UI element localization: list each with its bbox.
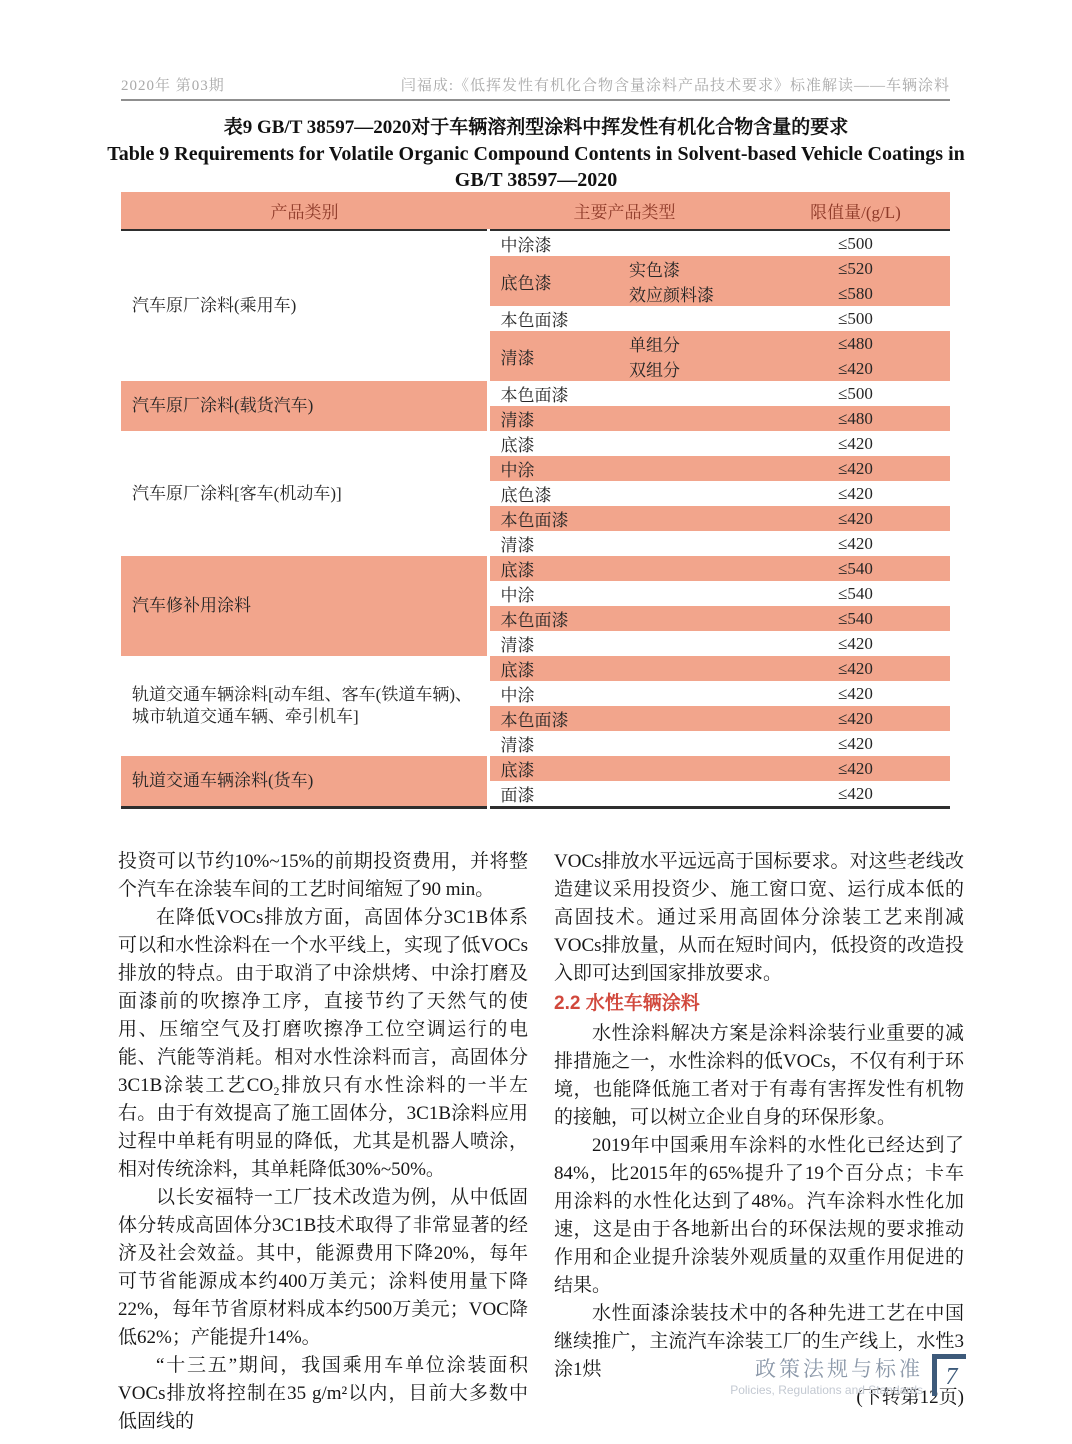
limit-cell: ≤420: [838, 633, 873, 653]
type-cell: 中涂: [500, 686, 535, 705]
type-cell: 中涂: [500, 586, 535, 605]
body-text: [118, 848, 964, 1436]
type-cell: 中涂漆: [500, 236, 552, 255]
limit-cell: ≤540: [838, 583, 873, 603]
table-row: [121, 431, 950, 456]
limit-cell: ≤420: [838, 733, 873, 753]
continuation-note: (下转第12页): [856, 1387, 964, 1408]
paragraph: VOCs排放水平远远高于国标要求。对这些老线改造建议采用投资少、施工窗口宽、运行成本低的高固技术。通过采用高固体分涂装工艺来削减VOCs排放量，从而在短时间内，低投资的改造投入即可达到国家排放要求。: [554, 851, 964, 984]
type-cell: 底漆: [500, 436, 535, 455]
table-title-en-line1: Table 9 Requirements for Volatile Organic Compound Contents in Solvent-based Vehicle Coatings in: [107, 143, 965, 165]
limit-cell: ≤420: [761, 706, 950, 731]
type-cell: 清漆: [488, 331, 618, 381]
limit-cell: ≤420: [761, 356, 950, 381]
limit-cell: ≤420: [761, 456, 950, 481]
limit-cell: ≤480: [761, 331, 950, 356]
limit-cell: ≤420: [838, 433, 873, 453]
type-cell: 单组分: [618, 331, 761, 356]
category-cell: 汽车原厂涂料(乘用车): [121, 230, 488, 381]
type-cell: 清漆: [500, 736, 535, 755]
table-title-en-line2: GB/T 38597—2020: [454, 169, 618, 191]
col-header-category: 产品类别: [121, 192, 488, 230]
limit-cell: ≤580: [761, 281, 950, 306]
limit-cell: ≤420: [761, 756, 950, 781]
type-cell: 本色面漆: [500, 311, 569, 330]
type-cell: 底色漆: [500, 486, 552, 505]
category-cell: 轨道交通车辆涂料[动车组、客车(铁道车辆)、城市轨道交通车辆、牵引机车]: [121, 656, 488, 756]
paragraph: 水性涂料解决方案是涂料涂装行业重要的减排措施之一，水性涂料的低VOCs，不仅有利于环境，也能降低施工者对于有毒有害挥发性有机物的接触，可以树立企业自身的环保形象。: [554, 1023, 964, 1128]
table-title-zh: 表9 GB/T 38597—2020对于车辆溶剂型涂料中挥发性有机化合物含量的要求: [223, 117, 849, 138]
type-cell: 清漆: [500, 536, 535, 555]
limit-cell: ≤420: [761, 506, 950, 531]
paragraph: 投资可以节约10%~15%的前期投资费用，并将整个汽车在涂装车间的工艺时间缩短了90 min。: [118, 851, 528, 900]
limit-cell: ≤420: [761, 656, 950, 681]
type-cell: 清漆: [488, 406, 761, 431]
right-column: [554, 848, 964, 1436]
type-cell: 清漆: [500, 636, 535, 655]
limit-cell: ≤500: [838, 233, 873, 253]
type-cell: 底漆: [488, 556, 761, 581]
limit-cell: ≤540: [761, 606, 950, 631]
table-caption: [0, 114, 1072, 193]
table-row: [121, 230, 950, 256]
running-title: 闫福成:《低挥发性有机化合物含量涂料产品技术要求》标准解读——车辆涂料: [400, 78, 950, 94]
paragraph: 以长安福特一工厂技术改造为例，从中低固体分转成高固体分3C1B技术取得了非常显著的经济及社会效益。其中，能源费用下降20%，每年可节省能源成本约400万美元；涂料使用量下降22%，每年节省原材料成本约500万美元；VOC降低62%；产能提升14%。: [118, 1187, 528, 1348]
issue-label: 2020年 第03期: [121, 78, 225, 94]
col-header-type: 主要产品类型: [488, 192, 761, 230]
table-header-row: [121, 192, 950, 230]
footer-section: [730, 1354, 923, 1398]
type-cell: 底漆: [488, 756, 761, 781]
category-cell: 汽车修补用涂料: [121, 556, 488, 656]
paragraph: 2019年中国乘用车涂料的水性化已经达到了84%，比2015年的65%提升了19个百分点；卡车用涂料的水性化达到了48%。汽车涂料水性化加速，这是由于各地新出台的环保法规的要求推动作用和企业提升涂装外观质量的双重作用促进的结果。: [554, 1135, 964, 1296]
limit-cell: ≤480: [761, 406, 950, 431]
category-cell: 汽车原厂涂料(载货汽车): [121, 381, 488, 431]
paragraph: “十三五”期间，我国乘用车单位涂装面积VOCs排放将控制在35 g/m²以内，目前大多数中低固线的: [118, 1355, 528, 1432]
limit-cell: ≤540: [761, 556, 950, 581]
table-row: [121, 756, 950, 781]
section-heading: 2.2 水性车辆涂料: [554, 993, 700, 1014]
running-header: [121, 74, 950, 95]
paragraph: 在降低VOCs排放方面，高固体分3C1B体系可以和水性涂料在一个水平线上，实现了低VOCs排放的特点。由于取消了中涂烘烤、中涂打磨及面漆前的吹擦净工序，直接节约了天然气的使用、压缩空气及打磨吹擦净工位空调运行的电能、汽能等消耗。相对水性涂料而言，高固体分3C1B涂装工艺CO₂排放只有水性涂料的一半左右。由于有效提高了施工固体分，3C1B涂料应用过程中单耗有明显的降低，尤其是机器人喷涂，相对传统涂料，其单耗降低30%~50%。: [118, 907, 528, 1180]
table-row: [121, 381, 950, 406]
limit-cell: ≤420: [838, 533, 873, 553]
category-cell: 轨道交通车辆涂料(货车): [121, 756, 488, 808]
type-cell: 面漆: [500, 786, 535, 805]
table-row: [121, 556, 950, 581]
type-cell: 底色漆: [488, 256, 618, 306]
category-cell: 汽车原厂涂料[客车(机动车)]: [121, 431, 488, 556]
footer-section-title: 政策法规与标准: [755, 1358, 923, 1381]
limit-cell: ≤500: [838, 308, 873, 328]
page-number: 7: [945, 1364, 958, 1390]
limit-cell: ≤520: [761, 256, 950, 281]
type-cell: 底漆: [488, 656, 761, 681]
paragraph: 水性面漆涂装技术中的各种先进工艺在中国继续推广，主流汽车涂装工厂的生产线上，水性3涂1烘: [554, 1303, 964, 1380]
type-cell: 本色面漆: [488, 706, 761, 731]
limit-cell: ≤420: [838, 683, 873, 703]
type-cell: 本色面漆: [488, 606, 761, 631]
limit-cell: ≤500: [838, 383, 873, 403]
type-cell: 本色面漆: [488, 506, 761, 531]
col-header-limit: 限值量/(g/L): [761, 192, 950, 230]
type-cell: 效应颜料漆: [618, 281, 761, 306]
left-column: [118, 848, 528, 1436]
type-cell: 实色漆: [618, 256, 761, 281]
page-number-box: [932, 1354, 966, 1396]
type-cell: 双组分: [618, 356, 761, 381]
table-row: [121, 656, 950, 681]
type-cell: 中涂: [488, 456, 761, 481]
limit-cell: ≤420: [838, 483, 873, 503]
footer-section-subtitle: Policies, Regulations and Standards: [730, 1383, 923, 1397]
limit-cell: ≤420: [838, 783, 873, 803]
page-footer: [730, 1354, 966, 1398]
voc-limits-table: [121, 192, 950, 809]
header-rule: [121, 99, 950, 101]
type-cell: 本色面漆: [500, 386, 569, 405]
